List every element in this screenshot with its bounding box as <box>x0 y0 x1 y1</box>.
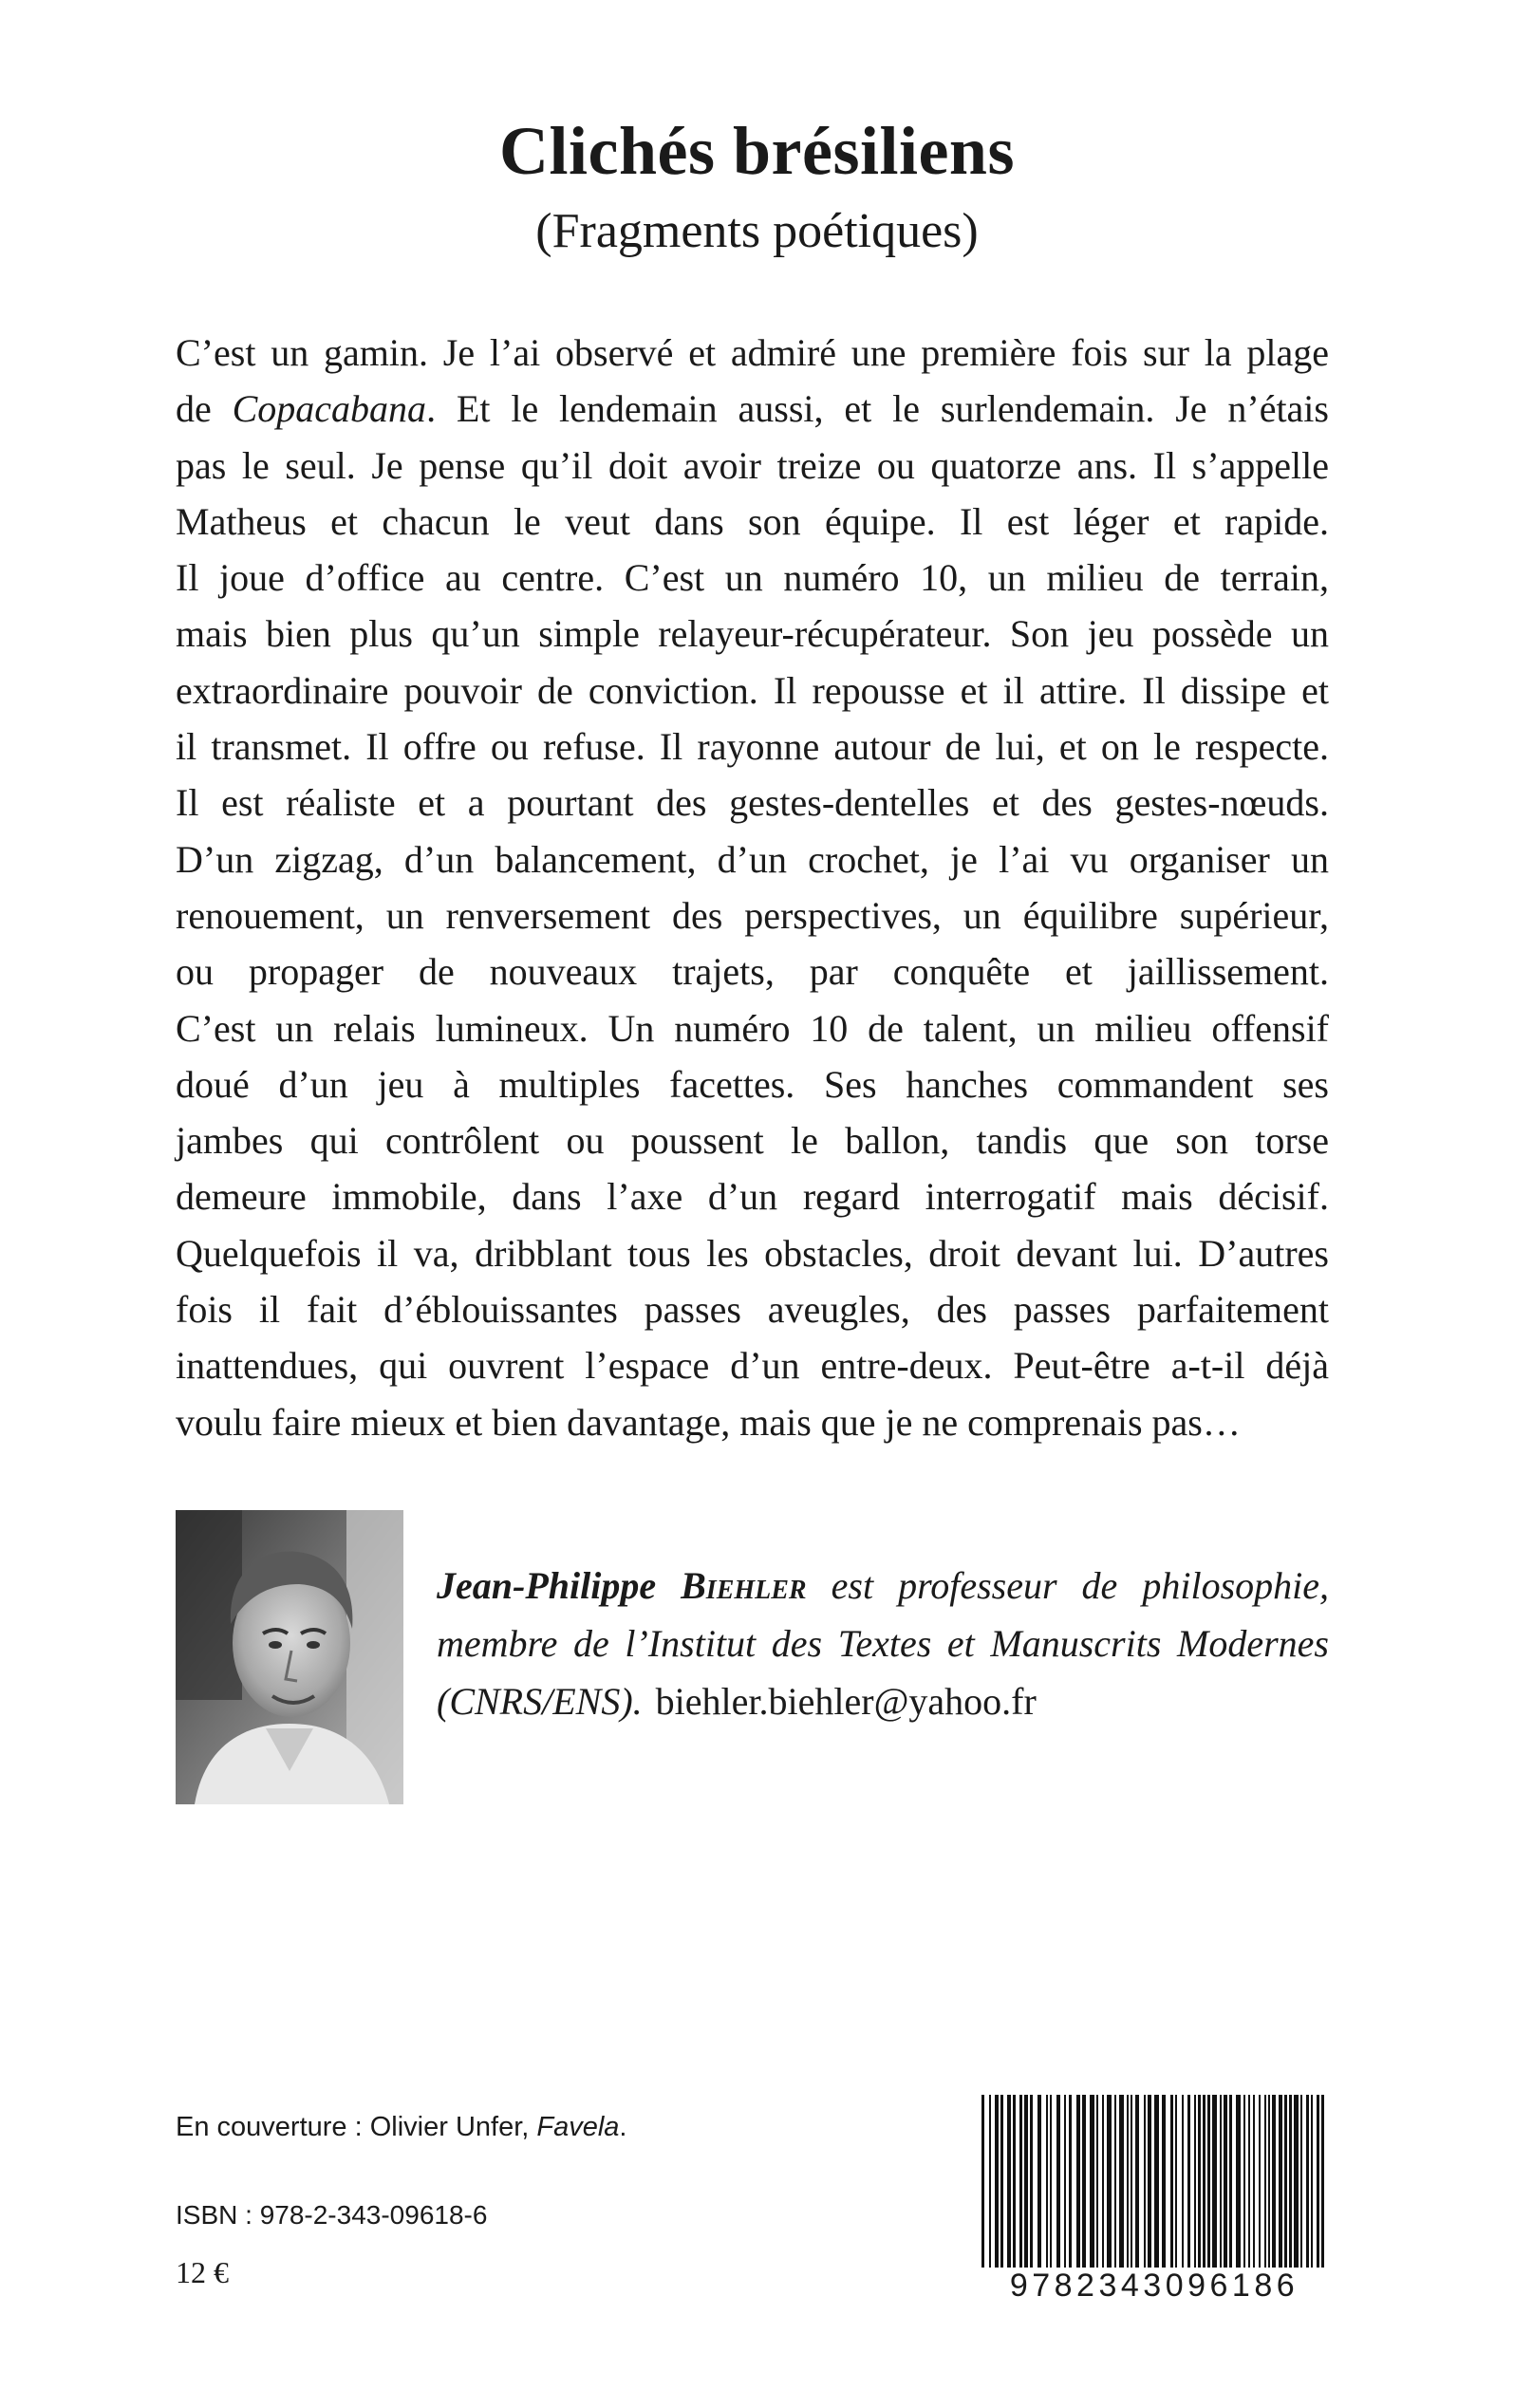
barcode-bar <box>1212 2095 1217 2268</box>
barcode-bar <box>1127 2095 1129 2268</box>
excerpt-line: demeure immobile, dans l’axe d’un regard interrogatif mais décisif. <box>176 1175 1329 1219</box>
barcode-bar <box>1279 2095 1282 2268</box>
barcode-bar <box>1037 2095 1041 2268</box>
excerpt-line: il transmet. Il offre ou refuse. Il rayonne autour de lui, et on le respecte. <box>176 725 1329 769</box>
barcode-bar <box>1259 2095 1261 2268</box>
excerpt-line: D’un zigzag, d’un balancement, d’un crochet, je l’ai vu organiser un <box>176 837 1329 881</box>
barcode-bar <box>1284 2095 1287 2268</box>
excerpt-line <box>176 381 1329 437</box>
barcode-bar <box>1102 2095 1104 2268</box>
barcode-bar <box>1007 2095 1011 2268</box>
excerpt-line: Il est réaliste et a pourtant des gestes-dentelles et des gestes-nœuds. <box>176 781 1329 825</box>
barcode-bar <box>1024 2095 1028 2268</box>
barcode-bar <box>1019 2095 1022 2268</box>
barcode-bar <box>1289 2095 1292 2268</box>
book-title: Clichés brésiliens <box>499 113 1015 189</box>
barcode-bar <box>1236 2095 1241 2268</box>
barcode-bar <box>1321 2095 1324 2268</box>
author-email: biehler.biehler@yahoo.fr <box>655 1680 1037 1723</box>
bio-affiliation: (CNRS/ENS). <box>437 1680 643 1723</box>
barcode-bar <box>1306 2095 1309 2268</box>
barcode-bar <box>1154 2095 1159 2268</box>
barcode-bar <box>1144 2095 1146 2268</box>
barcode-bar <box>1175 2095 1177 2268</box>
barcode-bar <box>1317 2095 1319 2268</box>
author-bio <box>437 1557 1329 1730</box>
barcode <box>976 2087 1333 2307</box>
barcode-bar <box>1046 2095 1048 2268</box>
barcode-bar <box>1064 2095 1066 2268</box>
bio-line: membre de l’Institut des Textes et Manuscrits Modernes <box>437 1622 1329 1665</box>
barcode-bar <box>1013 2095 1016 2268</box>
isbn-text: ISBN : 978-2-343-09618-6 <box>176 2200 488 2230</box>
barcode-bar <box>1203 2095 1206 2268</box>
excerpt-line: fois il fait d’éblouissantes passes aveugles, des passes parfaitement <box>176 1288 1329 1332</box>
excerpt-line: Matheus et chacun le veut dans son équipe. Il est léger et rapide. <box>176 499 1329 543</box>
barcode-bar <box>1253 2095 1255 2268</box>
barcode-bar <box>1224 2095 1227 2268</box>
barcode-bar <box>1148 2095 1151 2268</box>
author-photo <box>176 1510 403 1804</box>
barcode-bar <box>1114 2095 1116 2268</box>
excerpt-line: mais bien plus qu’un simple relayeur-récupérateur. Son jeu possède un <box>176 612 1329 656</box>
barcode-bar <box>1194 2095 1196 2268</box>
barcode-bar <box>1107 2095 1112 2268</box>
bio-fragment: est professeur de philosophie, <box>806 1564 1329 1607</box>
cover-credit-work: Favela <box>536 2112 620 2142</box>
barcode-bar <box>1243 2095 1245 2268</box>
excerpt-line: ou propager de nouveaux trajets, par conquête et jaillissement. <box>176 950 1329 994</box>
excerpt-line: pas le seul. Je pense qu’il doit avoir treize ou quatorze ans. Il s’appelle <box>176 443 1329 487</box>
barcode-bar <box>1268 2095 1270 2268</box>
barcode-bar <box>1119 2095 1124 2268</box>
barcode-bar <box>1096 2095 1098 2268</box>
excerpt-line: voulu faire mieux et bien davantage, mais que je ne comprenais pas… <box>176 1400 1241 1444</box>
author-portrait-icon <box>176 1510 403 1804</box>
barcode-bar <box>1162 2095 1166 2268</box>
excerpt-line: doué d’un jeu à multiples facettes. Ses hanches commandent ses <box>176 1062 1329 1106</box>
barcode-bar <box>1131 2095 1132 2268</box>
barcode-digits: 9782343096186 <box>1009 2268 1299 2304</box>
barcode-bar <box>1170 2095 1173 2268</box>
back-cover-excerpt <box>176 325 1329 1450</box>
excerpt-line: C’est un gamin. Je l’ai observé et admiré une première fois sur la plage <box>176 331 1329 374</box>
barcode-bar <box>1187 2095 1190 2268</box>
barcode-bar <box>1090 2095 1094 2268</box>
barcode-bar <box>981 2095 984 2268</box>
barcode-bar <box>1069 2095 1072 2268</box>
barcode-bar <box>1000 2095 1003 2268</box>
barcode-bar <box>1030 2095 1033 2268</box>
barcode-bar <box>1220 2095 1222 2268</box>
barcode-bar <box>1229 2095 1232 2268</box>
excerpt-line: inattendues, qui ouvrent l’espace d’un entre-deux. Peut-être a-t-il déjà <box>176 1344 1329 1388</box>
barcode-bar <box>1294 2095 1299 2268</box>
author-first-name: Jean-Philippe <box>437 1564 657 1607</box>
cover-credit-prefix: En couverture : Olivier Unfer, <box>176 2112 537 2142</box>
bio-line <box>437 1672 1329 1730</box>
barcode-bar <box>995 2095 999 2268</box>
barcode-bar <box>989 2095 991 2268</box>
barcode-bar <box>1076 2095 1080 2268</box>
barcode-bar <box>1248 2095 1250 2268</box>
barcode-bar <box>1050 2095 1052 2268</box>
barcode-bar <box>1182 2095 1184 2268</box>
cover-credit <box>176 2112 626 2143</box>
book-subtitle: (Fragments poétiques) <box>535 204 979 258</box>
excerpt-line: renouement, un renversement des perspectives, un équilibre supérieur, <box>176 893 1329 937</box>
barcode-bar <box>1300 2095 1302 2268</box>
excerpt-line: extraordinaire pouvoir de conviction. Il repousse et il attire. Il dissipe et <box>176 668 1329 712</box>
barcode-bar <box>1264 2095 1266 2268</box>
barcode-bar <box>1198 2095 1201 2268</box>
barcode-bar <box>1135 2095 1139 2268</box>
excerpt-line: Quelquefois il va, dribblant tous les obstacles, droit devant lui. D’autres <box>176 1231 1329 1275</box>
bio-line <box>437 1557 1329 1615</box>
excerpt-line: C’est un relais lumineux. Un numéro 10 de talent, un milieu offensif <box>176 1006 1329 1050</box>
cover-credit-suffix: . <box>619 2112 627 2142</box>
excerpt-italic-place: Copacabana <box>232 387 427 431</box>
excerpt-fragment: de <box>176 387 233 431</box>
author-last-name: Biehler <box>681 1564 807 1607</box>
barcode-bars-icon <box>980 2095 1329 2268</box>
barcode-bar <box>1082 2095 1086 2268</box>
excerpt-line: Il joue d’office au centre. C’est un numéro 10, un milieu de terrain, <box>176 556 1329 600</box>
price-text: 12 € <box>176 2255 229 2289</box>
barcode-bar <box>1272 2095 1276 2268</box>
barcode-bar <box>1056 2095 1060 2268</box>
barcode-bar <box>1311 2095 1313 2268</box>
excerpt-line: jambes qui contrôlent ou poussent le ballon, tandis que son torse <box>176 1119 1329 1163</box>
excerpt-fragment: . Et le lendemain aussi, et le surlendemain. Je n’étais <box>426 387 1329 431</box>
barcode-bar <box>1207 2095 1210 2268</box>
